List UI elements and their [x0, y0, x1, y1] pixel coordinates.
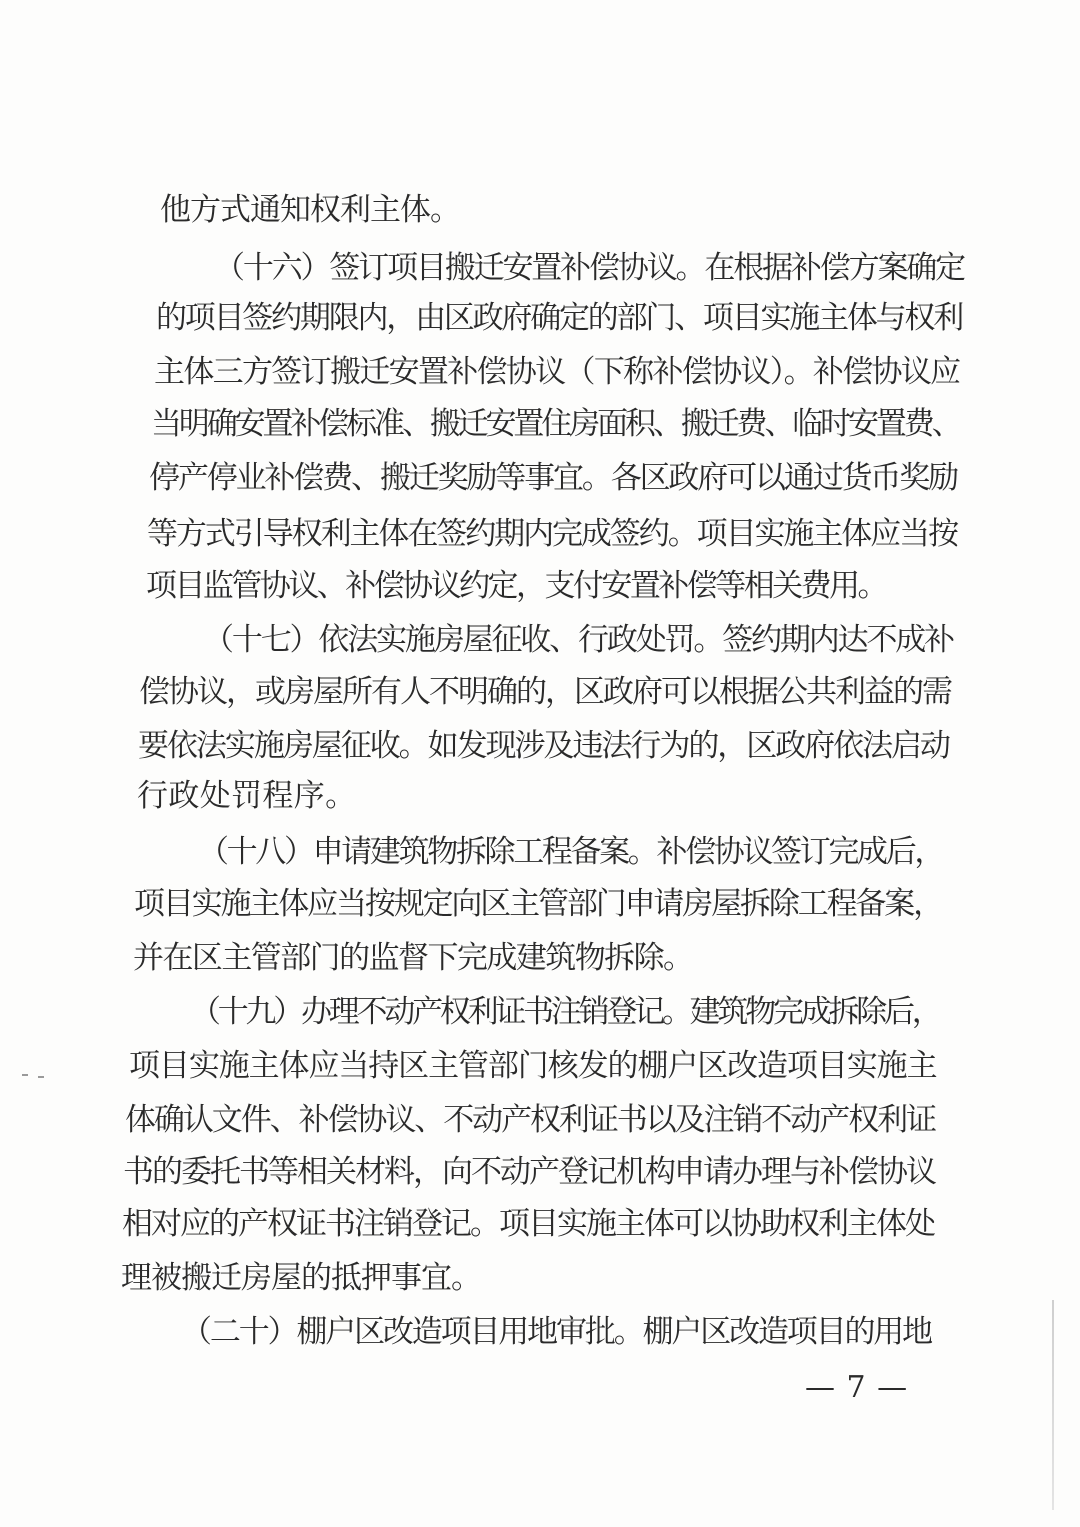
text-line: 项目实施主体应当按规定向区主管部门申请房屋拆除工程备案， [134, 886, 942, 922]
text-line: （十九）办理不动产权利证书注销登记。建筑物完成拆除后， [190, 994, 940, 1030]
text-line: 相对应的产权证书注销登记。项目实施主体可以协助权利主体处 [122, 1206, 934, 1242]
text-line: 项目实施主体应当持区主管部门核发的棚户区改造项目实施主 [129, 1048, 937, 1084]
text-line: 项目监管协议、补偿协议约定，支付安置补偿等相关费用。 [146, 568, 886, 604]
text-line: 他方式通知权利主体。 [160, 192, 460, 228]
text-line: 并在区主管部门的监督下完成建筑物拆除。 [133, 940, 693, 976]
text-line: 的项目签约期限内，由区政府确定的部门、项目实施主体与权利 [156, 300, 962, 336]
text-line: （二十）棚户区改造项目用地审批。棚户区改造项目的用地 [181, 1314, 931, 1350]
text-line: （十七）依法实施房屋征收、行政处罚。签约期内达不成补 [203, 622, 953, 658]
scan-artifact [22, 1074, 28, 1076]
page-number: — 7 — [805, 1370, 909, 1405]
text-line: 书的委托书等相关材料，向不动产登记机构申请办理与补偿协议 [123, 1154, 935, 1190]
text-line: 理被搬迁房屋的抵押事宜。 [121, 1260, 481, 1296]
text-line: 体确认文件、补偿协议、不动产权利证书以及注销不动产权利证 [125, 1102, 935, 1138]
text-line: （十八）申请建筑物拆除工程备案。补偿协议签订完成后， [198, 834, 943, 870]
text-line: 主体三方签订搬迁安置补偿协议（下称补偿协议）。补偿协议应 [154, 354, 960, 390]
text-line: （十六）签订项目搬迁安置补偿协议。在根据补偿方案确定 [214, 250, 964, 286]
text-line: 要依法实施房屋征收。如发现涉及违法行为的，区政府依法启动 [138, 728, 949, 764]
scan-edge-shadow [1052, 1300, 1054, 1510]
scan-artifact [38, 1076, 44, 1078]
text-line: 行政处罚程序。 [137, 778, 357, 814]
text-line: 等方式引导权利主体在签约期内完成签约。项目实施主体应当按 [147, 516, 957, 552]
text-line: 当明确安置补偿标准、搬迁安置住房面积、搬迁费、临时安置费、 [151, 406, 960, 442]
text-line: 偿协议，或房屋所有人不明确的，区政府可以根据公共利益的需 [139, 674, 951, 710]
text-line: 停产停业补偿费、搬迁奖励等事宜。各区政府可以通过货币奖励 [149, 460, 957, 496]
